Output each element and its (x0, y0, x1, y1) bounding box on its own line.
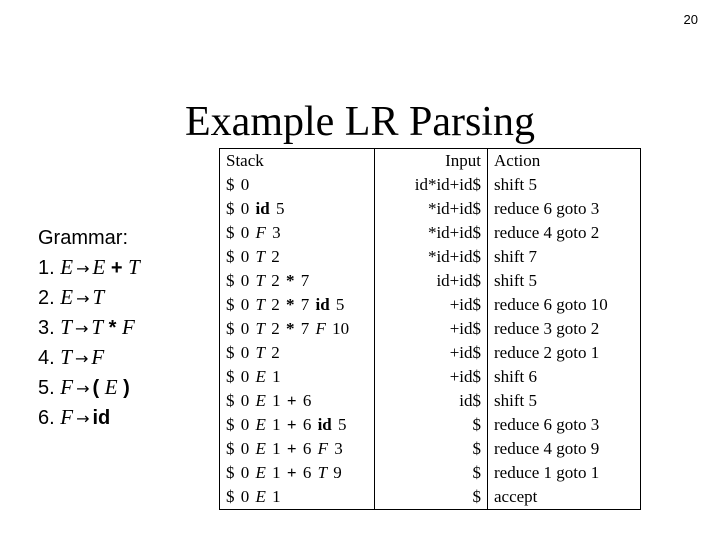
arrow-icon: → (76, 289, 90, 308)
stack-token: T (255, 295, 265, 314)
stack-token: F (255, 223, 266, 242)
grammar-rule (38, 373, 140, 403)
arrow-icon: → (74, 319, 89, 338)
rule-rhs-symbol: E (92, 255, 106, 279)
stack-token: 0 (240, 487, 250, 506)
stack-token: $ (226, 247, 235, 266)
table-row (220, 197, 641, 221)
input-cell: *id+id$ (375, 245, 488, 269)
action-cell: reduce 1 goto 1 (488, 461, 641, 485)
rule-rhs-symbol: T (92, 285, 105, 309)
action-cell: shift 5 (488, 269, 641, 293)
stack-token: $ (226, 439, 235, 458)
rule-number: 4. (38, 347, 55, 369)
stack-token: E (255, 415, 266, 434)
stack-token: T (317, 463, 328, 482)
stack-cell (220, 341, 375, 365)
stack-token: 0 (240, 175, 250, 194)
stack-token: 7 (300, 271, 310, 290)
stack-token: 0 (240, 439, 250, 458)
action-cell: reduce 2 goto 1 (488, 341, 641, 365)
table-row (220, 221, 641, 245)
stack-token: E (255, 367, 266, 386)
stack-cell (220, 197, 375, 221)
stack-token: $ (226, 175, 235, 194)
table-row (220, 413, 641, 437)
input-cell: $ (375, 437, 488, 461)
stack-token: * (285, 271, 295, 290)
input-cell: *id+id$ (375, 221, 488, 245)
input-cell: +id$ (375, 317, 488, 341)
stack-token: 2 (271, 271, 280, 290)
rule-number: 2. (38, 287, 55, 309)
rule-number: 3. (38, 317, 55, 339)
grammar-rule (38, 313, 140, 343)
page-number: 20 (683, 12, 698, 27)
stack-token: 0 (240, 367, 250, 386)
stack-token: $ (226, 367, 235, 386)
input-cell: +id$ (375, 365, 488, 389)
input-cell: id$ (375, 389, 488, 413)
stack-token: 2 (271, 343, 280, 362)
stack-cell (220, 269, 375, 293)
action-cell: reduce 6 goto 10 (488, 293, 641, 317)
header-stack: Stack (220, 149, 375, 174)
stack-token: * (285, 295, 295, 314)
rule-number: 6. (38, 407, 55, 429)
stack-token: 1 (272, 367, 281, 386)
stack-token: 1 (272, 439, 281, 458)
table-row (220, 173, 641, 197)
stack-token: 0 (240, 223, 250, 242)
input-cell: *id+id$ (375, 197, 488, 221)
slide-title: Example LR Parsing (185, 99, 535, 146)
stack-cell (220, 485, 375, 510)
action-cell: reduce 3 goto 2 (488, 317, 641, 341)
stack-token: 7 (300, 295, 310, 314)
table-body (220, 173, 641, 510)
stack-token: $ (226, 391, 235, 410)
table-row (220, 317, 641, 341)
header-action: Action (488, 149, 641, 174)
stack-token: T (255, 271, 265, 290)
rule-lhs: F (60, 405, 74, 429)
input-cell: id+id$ (375, 269, 488, 293)
stack-token: 0 (240, 247, 250, 266)
stack-token: 2 (271, 319, 280, 338)
stack-token: 10 (332, 319, 350, 338)
input-cell: $ (375, 413, 488, 437)
stack-token: $ (226, 415, 235, 434)
stack-cell (220, 365, 375, 389)
grammar-block (38, 224, 140, 433)
stack-token: T (255, 319, 265, 338)
stack-token: E (255, 439, 266, 458)
stack-token: 6 (302, 391, 312, 410)
stack-token: 0 (240, 295, 250, 314)
header-input: Input (375, 149, 488, 174)
stack-token: 5 (338, 415, 347, 434)
stack-token: E (255, 391, 266, 410)
stack-token: $ (226, 487, 235, 506)
table-row (220, 269, 641, 293)
rule-rhs-symbol: T (91, 315, 104, 339)
rule-rhs-symbol: F (121, 315, 135, 339)
stack-token: 5 (275, 199, 285, 218)
stack-token: 9 (333, 463, 342, 482)
stack-token: F (315, 319, 326, 338)
stack-token: 1 (272, 463, 281, 482)
rule-lhs: F (60, 375, 74, 399)
grammar-rule (38, 283, 140, 313)
stack-token: 1 (272, 391, 281, 410)
stack-token: F (317, 439, 328, 458)
input-cell: $ (375, 461, 488, 485)
rule-lhs: T (60, 315, 72, 339)
stack-token: $ (226, 343, 235, 362)
stack-cell (220, 293, 375, 317)
stack-cell (220, 317, 375, 341)
stack-token: T (255, 343, 265, 362)
action-cell: shift 5 (488, 389, 641, 413)
grammar-rule (38, 403, 140, 433)
table-row (220, 245, 641, 269)
stack-token: E (255, 487, 266, 506)
stack-cell (220, 221, 375, 245)
action-cell: shift 7 (488, 245, 641, 269)
stack-token: $ (226, 319, 235, 338)
rule-rhs-symbol: T (128, 255, 140, 279)
stack-token: $ (226, 199, 235, 218)
stack-token: 0 (240, 271, 250, 290)
action-cell: reduce 6 goto 3 (488, 413, 641, 437)
grammar-rules (38, 253, 140, 433)
action-cell: reduce 6 goto 3 (488, 197, 641, 221)
stack-token: 0 (240, 463, 250, 482)
stack-token: 2 (271, 247, 280, 266)
grammar-rule (38, 343, 140, 373)
stack-token: $ (226, 463, 235, 482)
stack-token: 5 (335, 295, 345, 314)
arrow-icon: → (76, 259, 90, 278)
stack-token: T (255, 247, 265, 266)
rule-lhs: E (60, 285, 74, 309)
stack-token: 3 (272, 223, 281, 242)
table-row (220, 461, 641, 485)
stack-token: id (255, 199, 270, 218)
action-cell: shift 5 (488, 173, 641, 197)
rule-rhs-symbol: id (92, 407, 111, 429)
rule-rhs-symbol: F (91, 345, 105, 369)
table-row (220, 437, 641, 461)
table-row (220, 293, 641, 317)
stack-token: 1 (272, 487, 281, 506)
stack-token: 6 (302, 439, 312, 458)
table-row (220, 365, 641, 389)
input-cell: id*id+id$ (375, 173, 488, 197)
stack-token: * (285, 319, 295, 338)
stack-token: 1 (272, 415, 281, 434)
stack-token: E (255, 463, 266, 482)
rule-lhs: T (60, 345, 72, 369)
stack-token: 0 (240, 391, 250, 410)
action-cell: reduce 4 goto 9 (488, 437, 641, 461)
stack-token: $ (226, 223, 235, 242)
stack-token: 0 (240, 319, 250, 338)
rule-number: 1. (38, 257, 55, 279)
stack-token: + (286, 391, 297, 410)
table-header-row (220, 149, 641, 174)
stack-token: + (286, 415, 297, 434)
stack-token: 2 (271, 295, 280, 314)
parse-trace-table (219, 148, 641, 510)
stack-token: 7 (300, 319, 310, 338)
stack-cell (220, 437, 375, 461)
rule-rhs-symbol: * (108, 317, 117, 339)
stack-cell (220, 461, 375, 485)
stack-token: 3 (334, 439, 343, 458)
action-cell: reduce 4 goto 2 (488, 221, 641, 245)
rule-rhs-symbol: ( (92, 377, 100, 399)
rule-lhs: E (60, 255, 74, 279)
stack-token: id (317, 415, 332, 434)
stack-token: id (315, 295, 330, 314)
input-cell: $ (375, 485, 488, 510)
stack-cell (220, 173, 375, 197)
action-cell: accept (488, 485, 641, 510)
stack-token: 6 (302, 463, 312, 482)
stack-cell (220, 413, 375, 437)
stack-token: 0 (240, 343, 250, 362)
rule-rhs-symbol: E (104, 375, 118, 399)
stack-cell (220, 389, 375, 413)
stack-token: $ (226, 271, 235, 290)
input-cell: +id$ (375, 293, 488, 317)
rule-rhs-symbol: + (110, 257, 123, 279)
table-row (220, 389, 641, 413)
grammar-rule (38, 253, 140, 283)
grammar-heading: Grammar: (38, 227, 128, 249)
rule-number: 5. (38, 377, 55, 399)
stack-token: + (286, 439, 297, 458)
arrow-icon: → (74, 349, 89, 368)
stack-token: 6 (302, 415, 312, 434)
action-cell: shift 6 (488, 365, 641, 389)
arrow-icon: → (76, 379, 90, 398)
stack-token: + (286, 463, 297, 482)
arrow-icon: → (76, 409, 90, 428)
table-row (220, 341, 641, 365)
rule-rhs-symbol: ) (123, 377, 130, 399)
stack-token: 0 (240, 415, 250, 434)
table-row (220, 485, 641, 510)
input-cell: +id$ (375, 341, 488, 365)
stack-cell (220, 245, 375, 269)
stack-token: 0 (240, 199, 250, 218)
stack-token: $ (226, 295, 235, 314)
